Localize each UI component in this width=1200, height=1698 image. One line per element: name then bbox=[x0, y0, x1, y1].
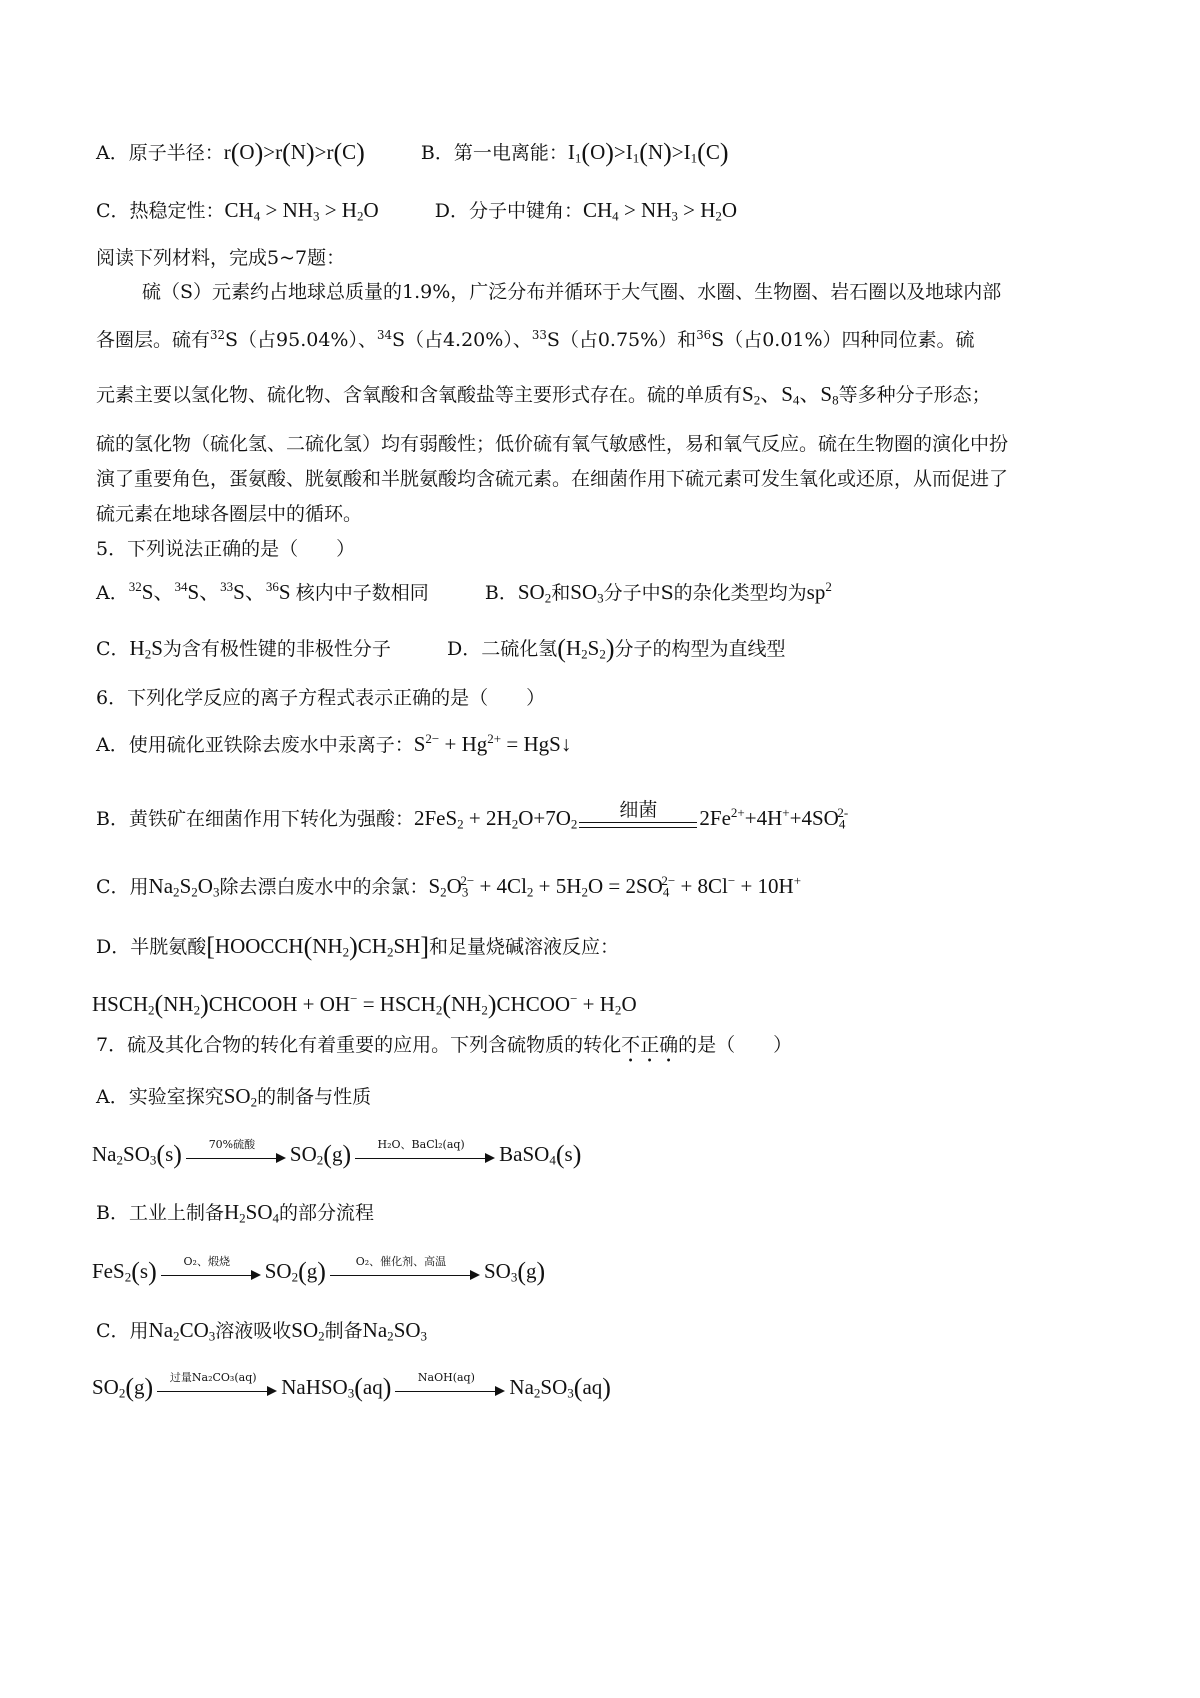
material-text: 各圈层。硫有 bbox=[96, 329, 211, 351]
h2so4-formula: $H_2SO_4$ bbox=[223, 1200, 280, 1226]
q7-stem-text: 的是（ ） bbox=[678, 1034, 793, 1056]
q5-option-d-text: 分子的构型为直线型 bbox=[614, 638, 786, 660]
q5-option-b-text: 分子中S的杂化类型均为 bbox=[603, 582, 807, 604]
so3-formula: $SO_3$ bbox=[570, 580, 604, 606]
reaction-arrow bbox=[186, 1138, 286, 1170]
h2s2-formula: $(H_2S_2)$ bbox=[557, 634, 615, 663]
material-intro: 阅读下列材料，完成5~7题： bbox=[96, 247, 346, 269]
product-so3: $SO_3(g)$ bbox=[483, 1257, 546, 1286]
q6-option-a-label: A．使用硫化亚铁除去废水中汞离子： bbox=[96, 734, 414, 756]
product-na2so3: $Na_2SO_3(aq)$ bbox=[509, 1373, 611, 1402]
q5-option-c-label: C． bbox=[96, 638, 130, 660]
q7-option-c-text: 溶液吸收 bbox=[215, 1320, 292, 1342]
q5-option-c-text: 为含有极性键的非极性分子 bbox=[162, 638, 391, 660]
q7-option-c-label: C．用 bbox=[96, 1320, 149, 1342]
reactant-fes2: FeS$_2$(s) bbox=[92, 1257, 157, 1286]
q6-option-c-label: C．用 bbox=[96, 876, 149, 898]
q6-option-b-products: $2Fe^{2+}+4H^++4SO_4^{2-}$ bbox=[699, 805, 849, 832]
q4-option-b-label: B．第一电离能： bbox=[420, 142, 568, 164]
cysteine-formula: $[HOOCCH(NH_2)CH_2SH]$ bbox=[206, 932, 430, 961]
q7-stem bbox=[96, 1031, 1110, 1067]
material-paragraph-line-2: 各圈层。硫有$^{32}$S（占95.04%）、$^{34}$S（占4.20%）、$^{33}$S（占0.75%）和$^{36}$S（占0.01%）四种同位素。硫 bbox=[96, 327, 975, 351]
na2s2o3-formula: $Na_2S_2O_3$ bbox=[148, 874, 220, 900]
material-paragraph-line-6: 硫元素在地球各圈层中的循环。 bbox=[96, 503, 363, 525]
so2-formula: $SO_2$ bbox=[223, 1084, 258, 1110]
intermediate-so2: $SO_2(g)$ bbox=[264, 1257, 326, 1286]
sulfur-allotropes-formula: $S_2$、$S_4$、$S_8$ bbox=[742, 382, 839, 408]
arrow-condition: O₂、煅烧 bbox=[183, 1255, 230, 1268]
material-paragraph-line-3 bbox=[96, 380, 1110, 409]
reactant-na2so3: $Na_2SO_3(s)$ bbox=[92, 1140, 182, 1169]
na2so3-formula: $Na_2SO_3$ bbox=[362, 1318, 428, 1344]
product-baso4: BaSO$_4$(s) bbox=[499, 1140, 582, 1169]
q5-options-row-2 bbox=[96, 634, 1110, 663]
arrow-condition: H₂O、BaCl₂(aq) bbox=[377, 1138, 465, 1151]
material-text: S（占95.04%）、 bbox=[225, 329, 377, 351]
q7-option-a-scheme bbox=[92, 1140, 1110, 1170]
q7-emphasized-text: 不正确 bbox=[621, 1034, 679, 1056]
material-text: S（占4.20%）、 bbox=[391, 329, 532, 351]
q6-option-c bbox=[96, 872, 1110, 901]
arrow-condition: 70%硫酸 bbox=[208, 1138, 256, 1151]
arrow-condition: NaOH(aq) bbox=[417, 1371, 475, 1384]
q6-option-c-text: 除去漂白废水中的余氯： bbox=[219, 876, 429, 898]
q6-option-a-equation: $S^{2-} + Hg^{2+}$ = HgS↓ bbox=[413, 731, 572, 756]
q6-option-d-text: 和足量烧碱溶液反应： bbox=[429, 936, 620, 958]
q6-option-d-label: D．半胱氨酸 bbox=[96, 936, 207, 958]
q4-options-row-2 bbox=[96, 196, 1110, 225]
q4-option-a-formula: r(O)>r(N)>r(C) bbox=[223, 138, 365, 167]
q7-option-c-scheme bbox=[92, 1373, 1110, 1403]
so2-formula: $SO_2$ bbox=[291, 1318, 325, 1344]
h2s-formula: $H_2S$ bbox=[129, 636, 163, 662]
material-text: 元素主要以氢化物、硫化物、含氧酸和含氧酸盐等主要形式存在。硫的单质有 bbox=[96, 384, 743, 406]
q6-stem: 6．下列化学反应的离子方程式表示正确的是（ ） bbox=[96, 687, 546, 709]
q7-option-a-label: A．实验室探究 bbox=[96, 1086, 224, 1108]
q5-stem: 5．下列说法正确的是（ ） bbox=[96, 538, 356, 560]
q6-option-b-equation: $2FeS_2 + 2H_2O+7O_2$ bbox=[413, 806, 578, 832]
q5-option-a-label: A． bbox=[96, 582, 129, 604]
q6-option-d bbox=[96, 932, 1110, 961]
q4-options-row-1 bbox=[96, 138, 1110, 167]
q4-option-b-formula: $I_1(O)>I_1(N)>I_1(C)$ bbox=[567, 138, 729, 167]
q5-option-b-label: B． bbox=[484, 582, 518, 604]
q4-option-c-label: C．热稳定性： bbox=[96, 200, 225, 222]
q5-option-d-label: D．二硫化氢 bbox=[447, 638, 558, 660]
intermediate-nahso3: NaHSO$_3$(aq) bbox=[281, 1373, 392, 1402]
q7-stem-text: 7．硫及其化合物的转化有着重要的应用。下列含硫物质的转化 bbox=[96, 1034, 622, 1056]
q6-option-d-equation bbox=[92, 990, 1110, 1019]
intermediate-so2: $SO_2(g)$ bbox=[289, 1140, 352, 1169]
reaction-arrow bbox=[157, 1371, 277, 1403]
q7-option-c bbox=[96, 1316, 1110, 1345]
so2-formula: $SO_2$ bbox=[517, 580, 552, 606]
q7-option-b-label: B．工业上制备 bbox=[96, 1202, 224, 1224]
bacteria-condition-label: 细菌 bbox=[619, 799, 658, 821]
reaction-arrow bbox=[395, 1371, 505, 1403]
q6-option-b-label: B．黄铁矿在细菌作用下转化为强酸： bbox=[96, 808, 414, 830]
q7-option-a-text: 的制备与性质 bbox=[257, 1086, 372, 1108]
material-paragraph-line-4: 硫的氢化物（硫化氢、二硫化氢）均有弱酸性；低价硫有氧气敏感性，易和氧气反应。硫在生物圈的演化中扮 bbox=[96, 433, 1009, 455]
q6-option-a bbox=[96, 730, 1110, 759]
q6-option-c-equation: $S_2O_3^{2-} + 4Cl_2 + 5H_2O = 2SO_4^{2-} + 8Cl^- + 10H^+$ bbox=[428, 873, 802, 900]
q7-option-a bbox=[96, 1082, 1110, 1111]
arrow-condition: 过量Na₂CO₃(aq) bbox=[169, 1371, 257, 1384]
q7-option-b bbox=[96, 1198, 1110, 1227]
q5-option-b-text: 和 bbox=[551, 582, 571, 604]
material-text: 等多种分子形态； bbox=[838, 384, 991, 406]
sp2-formula: $sp^2$ bbox=[806, 579, 832, 604]
material-paragraph-line-5: 演了重要角色，蛋氨酸、胱氨酸和半胱氨酸均含硫元素。在细菌作用下硫元素可发生氧化或还原，从而促进了 bbox=[96, 468, 1009, 490]
bacteria-condition-equals-sign bbox=[579, 800, 697, 840]
q4-option-a-label: A．原子半径： bbox=[96, 142, 224, 164]
cysteine-equation: $HSCH_2(NH_2)CHCOOH + OH^-$ = $HSCH_2(NH_2)CHCOO^- + H_2O$ bbox=[92, 990, 637, 1019]
q4-option-d-formula: $CH_4 > NH_3 > H_2O$ bbox=[582, 198, 738, 224]
q5-option-a-formula: $^{32}$S、$^{34}$S、$^{33}$S、$^{36}$S bbox=[128, 579, 296, 604]
q6-option-b bbox=[96, 800, 1110, 840]
q4-option-d-label: D．分子中键角： bbox=[434, 200, 583, 222]
reaction-arrow bbox=[355, 1138, 495, 1170]
material-paragraph-line-1: 硫（S）元素约占地球总质量的1.9%，广泛分布并循环于大气圈、水圈、生物圈、岩石圈以及地球内部 bbox=[142, 281, 1002, 303]
material-text: S（占0.75%）和 bbox=[546, 329, 697, 351]
reaction-arrow bbox=[330, 1255, 480, 1287]
q7-option-c-text: 制备 bbox=[324, 1320, 363, 1342]
arrow-condition: O₂、催化剂、高温 bbox=[355, 1255, 447, 1268]
q5-options-row-1 bbox=[96, 578, 1110, 607]
reactant-so2: $SO_2(g)$ bbox=[92, 1373, 154, 1402]
na2co3-formula: $Na_2CO_3$ bbox=[148, 1318, 216, 1344]
material-text: S（占0.01%）四种同位素。硫 bbox=[711, 329, 975, 351]
q5-option-a-text: 核内中子数相同 bbox=[295, 582, 429, 604]
q4-option-c-formula: $CH_4 > NH_3 > H_2O$ bbox=[224, 198, 379, 224]
q7-option-b-scheme bbox=[92, 1257, 1110, 1287]
reaction-arrow bbox=[161, 1255, 261, 1287]
q7-option-b-text: 的部分流程 bbox=[279, 1202, 375, 1224]
